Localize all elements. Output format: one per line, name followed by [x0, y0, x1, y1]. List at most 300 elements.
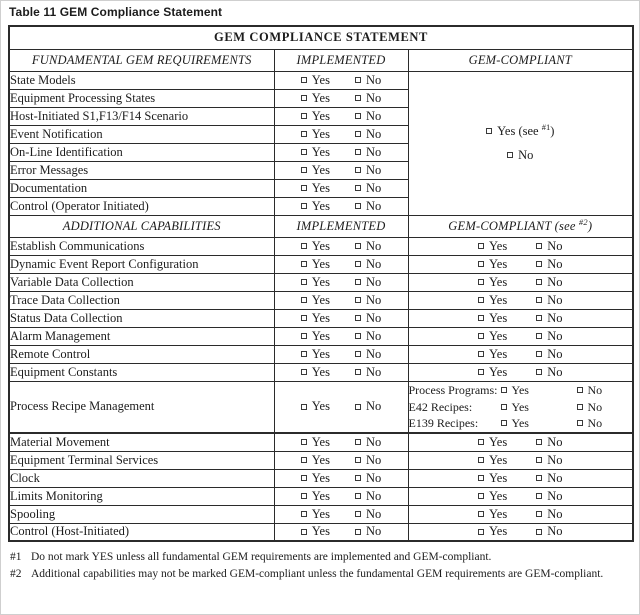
checkbox-icon[interactable]: [355, 279, 361, 285]
compliant-no-option[interactable]: [536, 524, 562, 539]
checkbox-icon[interactable]: [301, 351, 307, 357]
yes-label: Yes: [311, 180, 330, 195]
implemented-yes-option[interactable]: [301, 329, 330, 344]
implemented-yes-option[interactable]: [301, 275, 330, 290]
table-row: [9, 327, 633, 345]
implemented-no-option[interactable]: [355, 91, 381, 106]
no-label: No: [365, 144, 382, 159]
compliant-no-option[interactable]: [536, 471, 562, 486]
implemented-cell: [274, 487, 408, 505]
checkbox-icon[interactable]: [355, 203, 361, 209]
implemented-no-option[interactable]: [355, 453, 381, 468]
checkbox-icon[interactable]: [536, 333, 542, 339]
checkbox-icon[interactable]: [536, 493, 542, 499]
implemented-cell: [274, 523, 408, 541]
compliant-yes-option[interactable]: [478, 507, 507, 522]
capability-label: Equipment Terminal Services: [9, 451, 274, 469]
capability-label: Spooling: [9, 505, 274, 523]
implemented-yes-option[interactable]: [301, 163, 330, 178]
implemented-cell: [274, 273, 408, 291]
col-header-fundamental-requirements: FUNDAMENTAL GEM REQUIREMENTS: [9, 49, 274, 71]
no-label: No: [547, 328, 563, 343]
implemented-cell: [274, 345, 408, 363]
checkbox-icon[interactable]: [577, 420, 583, 426]
implemented-no-option[interactable]: [355, 163, 381, 178]
table-row: [9, 291, 633, 309]
checkbox-icon[interactable]: [355, 315, 361, 321]
no-label: No: [547, 488, 563, 503]
implemented-cell: [274, 433, 408, 451]
checkbox-icon[interactable]: [577, 387, 583, 393]
compliant-no-option[interactable]: [536, 489, 562, 504]
checkbox-icon[interactable]: [536, 369, 542, 375]
compliant-yes-option[interactable]: [478, 329, 507, 344]
recipe-compliant-no-option[interactable]: [577, 382, 603, 399]
footnote-text: Additional capabilities may not be marked GEM-compliant unless the fundamental GEM requirements are GEM-compliant.: [31, 568, 604, 580]
yes-label: Yes: [311, 524, 330, 539]
footnote-ref: #1: [10, 551, 22, 563]
compliant-no-option[interactable]: [536, 329, 562, 344]
capability-label: Establish Communications: [9, 237, 274, 255]
checkbox-icon[interactable]: [301, 404, 307, 410]
table-row: [9, 309, 633, 327]
no-label: No: [365, 256, 382, 271]
compliant-no-option[interactable]: [536, 275, 562, 290]
checkbox-icon[interactable]: [301, 369, 307, 375]
yes-label: Yes: [489, 488, 508, 503]
implemented-no-option[interactable]: [355, 399, 381, 414]
table-row: [9, 469, 633, 487]
checkbox-icon[interactable]: [478, 529, 484, 535]
no-label: No: [547, 524, 563, 539]
checkbox-icon[interactable]: [301, 511, 307, 517]
yes-label: Yes: [311, 108, 330, 123]
implemented-cell: [274, 143, 408, 161]
no-label: No: [547, 434, 563, 449]
capability-label: Trace Data Collection: [9, 291, 274, 309]
implemented-no-option[interactable]: [355, 127, 381, 142]
checkbox-icon[interactable]: [355, 149, 361, 155]
yes-label: Yes: [311, 506, 330, 521]
footnote-text: Do not mark YES unless all fundamental GEM requirements are implemented and GEM-compliant.: [31, 551, 492, 563]
checkbox-icon[interactable]: [355, 113, 361, 119]
checkbox-icon[interactable]: [355, 351, 361, 357]
checkbox-icon[interactable]: [301, 131, 307, 137]
implemented-yes-option[interactable]: [301, 347, 330, 362]
checkbox-icon[interactable]: [501, 387, 507, 393]
no-label: No: [547, 364, 563, 379]
no-label: No: [365, 399, 382, 414]
implemented-yes-option[interactable]: [301, 181, 330, 196]
recipe-gem-compliant-cell: [408, 381, 633, 433]
implemented-cell: [274, 197, 408, 215]
compliant-yes-option[interactable]: [478, 453, 507, 468]
capability-label: Process Recipe Management: [9, 381, 274, 433]
checkbox-icon[interactable]: [355, 404, 361, 410]
checkbox-icon[interactable]: [355, 529, 361, 535]
yes-label: Yes: [489, 470, 508, 485]
implemented-cell: [274, 327, 408, 345]
implemented-no-option[interactable]: [355, 181, 381, 196]
yes-label: Yes: [311, 452, 330, 467]
no-label: No: [365, 328, 382, 343]
implemented-no-option[interactable]: [355, 239, 381, 254]
checkbox-icon[interactable]: [355, 185, 361, 191]
checkbox-icon[interactable]: [478, 297, 484, 303]
checkbox-icon[interactable]: [301, 243, 307, 249]
no-label: No: [547, 506, 563, 521]
checkbox-icon[interactable]: [355, 95, 361, 101]
table-row: [9, 345, 633, 363]
compliant-yes-option[interactable]: [478, 435, 507, 450]
yes-label: Yes: [489, 292, 508, 307]
checkbox-icon[interactable]: [355, 131, 361, 137]
no-label: No: [547, 274, 563, 289]
checkbox-icon[interactable]: [536, 351, 542, 357]
no-label: No: [547, 452, 563, 467]
table-row: [9, 451, 633, 469]
gem-compliant-cell: [408, 273, 633, 291]
checkbox-icon[interactable]: [536, 457, 542, 463]
requirement-label: Equipment Processing States: [9, 89, 274, 107]
checkbox-icon[interactable]: [301, 95, 307, 101]
no-label: No: [365, 72, 382, 87]
checkbox-icon[interactable]: [301, 297, 307, 303]
yes-label: Yes: [311, 488, 330, 503]
checkbox-icon[interactable]: [507, 152, 513, 158]
compliant-yes-option[interactable]: [478, 471, 507, 486]
gem-compliant-cell: [408, 505, 633, 523]
implemented-yes-option[interactable]: [301, 311, 330, 326]
compliant-yes-option[interactable]: [478, 239, 507, 254]
table-caption: Table 11 GEM Compliance Statement: [9, 5, 223, 19]
implemented-yes-option[interactable]: [301, 524, 330, 539]
checkbox-icon[interactable]: [478, 261, 484, 267]
additional-rows-section-b: [9, 433, 633, 541]
yes-label: Yes: [489, 346, 508, 361]
implemented-no-option[interactable]: [355, 435, 381, 450]
implemented-no-option[interactable]: [355, 365, 381, 380]
yes-label: Yes: [489, 524, 508, 539]
yes-label: Yes: [489, 328, 508, 343]
gem-compliant-cell: [408, 363, 633, 381]
capability-label: Remote Control: [9, 345, 274, 363]
no-label: No: [365, 126, 382, 141]
compliant-yes-option[interactable]: [478, 293, 507, 308]
checkbox-icon[interactable]: [536, 279, 542, 285]
implemented-yes-option[interactable]: [301, 365, 330, 380]
implemented-no-option[interactable]: [355, 257, 381, 272]
yes-label: Yes: [311, 346, 330, 361]
checkbox-icon[interactable]: [301, 493, 307, 499]
yes-label: Yes: [311, 399, 330, 414]
checkbox-icon[interactable]: [301, 333, 307, 339]
requirement-label: Host-Initiated S1,F13/F14 Scenario: [9, 107, 274, 125]
checkbox-icon[interactable]: [355, 511, 361, 517]
yes-label: Yes: [311, 198, 330, 213]
implemented-no-option[interactable]: [355, 489, 381, 504]
checkbox-icon[interactable]: [301, 475, 307, 481]
checkbox-icon[interactable]: [536, 243, 542, 249]
checkbox-icon[interactable]: [536, 475, 542, 481]
yes-label: Yes: [489, 310, 508, 325]
checkbox-icon[interactable]: [536, 297, 542, 303]
implemented-yes-option[interactable]: [301, 199, 330, 214]
implemented-no-option[interactable]: [355, 199, 381, 214]
checkbox-icon[interactable]: [355, 77, 361, 83]
implemented-yes-option[interactable]: [301, 109, 330, 124]
fundamental-compliant-yes-option[interactable]: [486, 121, 555, 139]
compliant-yes-label: Yes (see $^{\#1}$): [497, 121, 555, 138]
checkbox-icon[interactable]: [301, 261, 307, 267]
implemented-yes-option[interactable]: [301, 507, 330, 522]
implemented-no-option[interactable]: [355, 145, 381, 160]
compliant-no-option[interactable]: [536, 347, 562, 362]
implemented-yes-option[interactable]: [301, 91, 330, 106]
no-label: No: [365, 524, 382, 539]
implemented-no-option[interactable]: [355, 524, 381, 539]
checkbox-icon[interactable]: [301, 185, 307, 191]
recipe-compliant-yes-option[interactable]: [501, 382, 529, 399]
checkbox-icon[interactable]: [355, 493, 361, 499]
recipe-type-label: E139 Recipes:: [408, 416, 479, 430]
checkbox-icon[interactable]: [478, 493, 484, 499]
yes-label: Yes: [489, 434, 508, 449]
additional-rows-section-a: [9, 237, 633, 381]
compliant-no-option[interactable]: [536, 365, 562, 380]
additional-header-section: [9, 215, 633, 237]
fundamental-header-row: [9, 49, 633, 71]
implemented-yes-option[interactable]: [301, 145, 330, 160]
checkbox-icon[interactable]: [301, 457, 307, 463]
checkbox-icon[interactable]: [301, 203, 307, 209]
implemented-cell: [274, 71, 408, 89]
checkbox-icon[interactable]: [301, 279, 307, 285]
checkbox-icon[interactable]: [301, 113, 307, 119]
checkbox-icon[interactable]: [355, 439, 361, 445]
implemented-yes-option[interactable]: [301, 73, 330, 88]
checkbox-icon[interactable]: [355, 297, 361, 303]
gem-compliant-cell: [408, 487, 633, 505]
yes-label: Yes: [489, 364, 508, 379]
implemented-no-option[interactable]: [355, 507, 381, 522]
implemented-yes-option[interactable]: [301, 239, 330, 254]
implemented-no-option[interactable]: [355, 347, 381, 362]
requirement-label: Event Notification: [9, 125, 274, 143]
implemented-no-option[interactable]: [355, 73, 381, 88]
gem-compliant-cell: [408, 237, 633, 255]
checkbox-icon[interactable]: [355, 369, 361, 375]
compliant-yes-option[interactable]: [478, 365, 507, 380]
checkbox-icon[interactable]: [355, 457, 361, 463]
no-label: No: [365, 506, 382, 521]
no-label: No: [365, 238, 382, 253]
yes-label: Yes: [311, 144, 330, 159]
compliant-no-option[interactable]: [536, 293, 562, 308]
compliant-no-option[interactable]: [536, 435, 562, 450]
gem-compliant-cell: [408, 309, 633, 327]
checkbox-icon[interactable]: [536, 511, 542, 517]
implemented-yes-option[interactable]: [301, 453, 330, 468]
no-label: No: [365, 434, 382, 449]
checkbox-icon[interactable]: [478, 439, 484, 445]
compliant-no-option[interactable]: [536, 453, 562, 468]
requirement-label: Control (Operator Initiated): [9, 197, 274, 215]
implemented-cell: [274, 363, 408, 381]
checkbox-icon[interactable]: [301, 315, 307, 321]
recipe-compliant-no-option[interactable]: [577, 399, 603, 416]
yes-label: Yes: [311, 310, 330, 325]
checkbox-icon[interactable]: [536, 315, 542, 321]
implemented-yes-option[interactable]: [301, 435, 330, 450]
checkbox-icon[interactable]: [355, 167, 361, 173]
checkbox-icon[interactable]: [577, 404, 583, 410]
checkbox-icon[interactable]: [536, 439, 542, 445]
implemented-no-option[interactable]: [355, 471, 381, 486]
col-header-implemented-additional: IMPLEMENTED: [274, 215, 408, 237]
implemented-yes-option[interactable]: [301, 257, 330, 272]
checkbox-icon[interactable]: [536, 261, 542, 267]
checkbox-icon[interactable]: [301, 439, 307, 445]
checkbox-icon[interactable]: [301, 149, 307, 155]
checkbox-icon[interactable]: [501, 404, 507, 410]
checkbox-icon[interactable]: [478, 243, 484, 249]
yes-label: Yes: [311, 434, 330, 449]
implemented-yes-option[interactable]: [301, 293, 330, 308]
checkbox-icon[interactable]: [478, 475, 484, 481]
compliant-yes-option[interactable]: [478, 275, 507, 290]
no-label: No: [547, 310, 563, 325]
footnote-ref-mark: #2: [578, 216, 588, 227]
table-title-section: [9, 26, 633, 49]
checkbox-icon[interactable]: [486, 128, 492, 134]
gem-compliant-cell: [408, 451, 633, 469]
checkbox-icon[interactable]: [355, 333, 361, 339]
no-label: No: [365, 470, 382, 485]
fundamental-compliant-no-option[interactable]: [507, 148, 533, 163]
implemented-cell: [274, 451, 408, 469]
checkbox-icon[interactable]: [478, 315, 484, 321]
capability-label: Clock: [9, 469, 274, 487]
yes-label: Yes: [511, 383, 529, 397]
compliant-yes-option[interactable]: [478, 347, 507, 362]
yes-label: Yes: [311, 238, 330, 253]
no-label: No: [365, 274, 382, 289]
compliant-yes-option[interactable]: [478, 257, 507, 272]
yes-label: Yes: [489, 274, 508, 289]
capability-label: Limits Monitoring: [9, 487, 274, 505]
no-label: No: [365, 346, 382, 361]
checkbox-icon[interactable]: [478, 511, 484, 517]
yes-label: Yes: [311, 364, 330, 379]
checkbox-icon[interactable]: [355, 475, 361, 481]
no-label: No: [365, 452, 382, 467]
footnote: [10, 549, 632, 566]
compliant-yes-option[interactable]: [478, 311, 507, 326]
implemented-cell: [274, 125, 408, 143]
yes-label: Yes: [311, 274, 330, 289]
no-label: No: [365, 180, 382, 195]
compliant-no-label: No: [518, 147, 534, 162]
yes-label: Yes: [489, 256, 508, 271]
implemented-yes-option[interactable]: [301, 399, 330, 414]
fundamental-header-section: [9, 49, 633, 71]
requirement-label: Error Messages: [9, 161, 274, 179]
implemented-no-option[interactable]: [355, 293, 381, 308]
capability-label: Material Movement: [9, 433, 274, 451]
implemented-no-option[interactable]: [355, 109, 381, 124]
requirement-label: On-Line Identification: [9, 143, 274, 161]
implemented-no-option[interactable]: [355, 311, 381, 326]
fundamental-rows-section: [9, 71, 633, 215]
checkbox-icon[interactable]: [301, 529, 307, 535]
compliant-yes-option[interactable]: [478, 524, 507, 539]
recipe-compliant-yes-option[interactable]: [501, 399, 529, 416]
implemented-yes-option[interactable]: [301, 471, 330, 486]
recipe-compliant-yes-option[interactable]: [501, 415, 529, 432]
table-row: [9, 71, 633, 89]
compliant-yes-option[interactable]: [478, 489, 507, 504]
table-row: [9, 255, 633, 273]
checkbox-icon[interactable]: [355, 261, 361, 267]
checkbox-icon[interactable]: [536, 529, 542, 535]
table-row: [9, 487, 633, 505]
checkbox-icon[interactable]: [478, 457, 484, 463]
no-label: No: [365, 198, 382, 213]
checkbox-icon[interactable]: [501, 420, 507, 426]
compliant-no-option[interactable]: [536, 311, 562, 326]
yes-label: Yes: [311, 72, 330, 87]
checkbox-icon[interactable]: [478, 351, 484, 357]
gem-compliant-cell: [408, 469, 633, 487]
checkbox-icon[interactable]: [301, 167, 307, 173]
compliant-no-option[interactable]: [536, 507, 562, 522]
footnote-ref-mark: #1: [541, 121, 551, 132]
checkbox-icon[interactable]: [478, 279, 484, 285]
checkbox-icon[interactable]: [301, 77, 307, 83]
implemented-yes-option[interactable]: [301, 127, 330, 142]
compliant-no-option[interactable]: [536, 239, 562, 254]
no-label: No: [365, 108, 382, 123]
recipe-compliant-no-option[interactable]: [577, 415, 603, 432]
yes-label: Yes: [311, 292, 330, 307]
no-label: No: [547, 238, 563, 253]
table-row: [9, 363, 633, 381]
footnote: [10, 566, 632, 583]
no-label: No: [365, 162, 382, 177]
table-row: [9, 433, 633, 451]
yes-label: Yes: [489, 238, 508, 253]
implemented-no-option[interactable]: [355, 275, 381, 290]
compliant-no-option[interactable]: [536, 257, 562, 272]
no-label: No: [547, 292, 563, 307]
checkbox-icon[interactable]: [478, 333, 484, 339]
requirement-label: Documentation: [9, 179, 274, 197]
checkbox-icon[interactable]: [478, 369, 484, 375]
implemented-cell: [274, 89, 408, 107]
checkbox-icon[interactable]: [355, 243, 361, 249]
yes-label: Yes: [311, 162, 330, 177]
col-header-implemented: IMPLEMENTED: [274, 49, 408, 71]
implemented-cell: [274, 161, 408, 179]
gem-compliance-table: [8, 25, 634, 542]
no-label: No: [547, 470, 563, 485]
gem-compliant-cell: [408, 345, 633, 363]
implemented-no-option[interactable]: [355, 329, 381, 344]
table-title: GEM COMPLIANCE STATEMENT: [9, 26, 633, 49]
implemented-yes-option[interactable]: [301, 489, 330, 504]
implemented-cell: [274, 309, 408, 327]
